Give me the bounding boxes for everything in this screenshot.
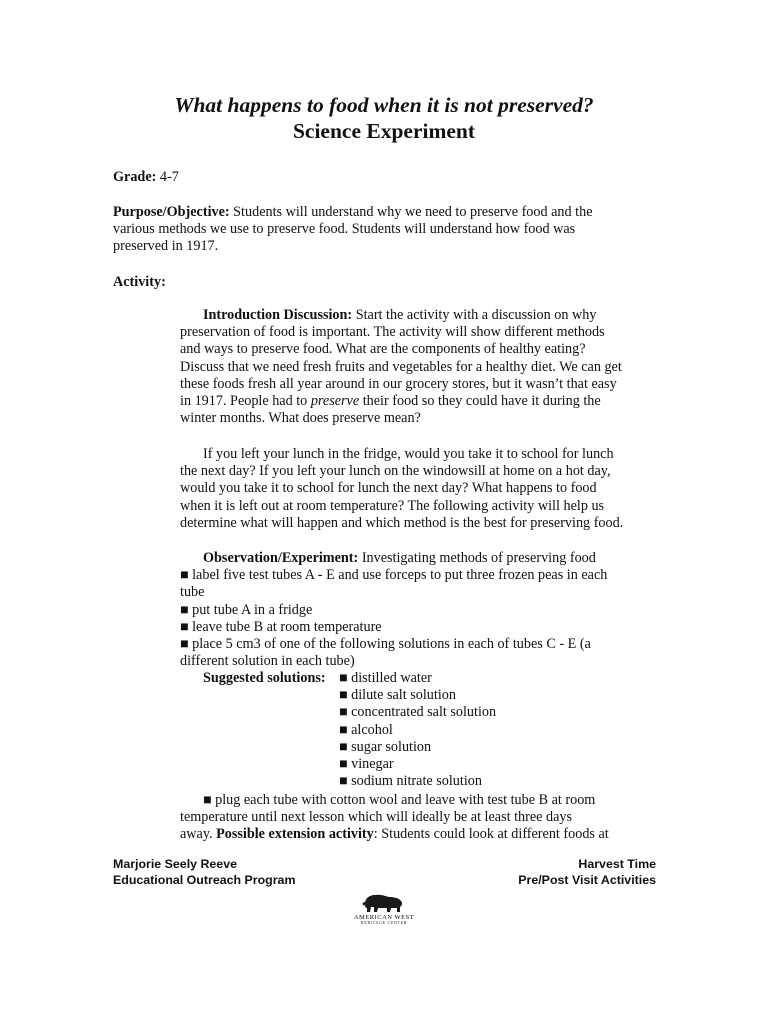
document-title: What happens to food when it is not preserved?	[174, 93, 594, 117]
suggested-solutions-list	[339, 670, 496, 790]
extension-activity-label: Possible extension activity	[216, 826, 374, 843]
intro-line-1	[180, 307, 650, 324]
intro-line-3: and ways to preserve food. What are the components of healthy eating?	[180, 341, 586, 358]
solution-item: ■ distilled water	[339, 670, 432, 686]
intro-paragraph	[180, 307, 650, 427]
intro-line-2: preservation of food is important. The activity will show different methods	[180, 324, 605, 341]
observation-line-1	[180, 550, 650, 567]
solution-item: ■ concentrated salt solution	[339, 704, 497, 721]
purpose-line-1	[113, 204, 643, 221]
plug-text-3b: : Students could look at different foods at	[373, 826, 609, 843]
intro-preserve-after: their food so they could have it during the	[359, 393, 601, 410]
plug-line-2: temperature until next lesson which will ideally be at least three days	[180, 809, 573, 826]
purpose-label: Purpose/Objective:	[113, 204, 230, 220]
footer-activity-type: Pre/Post Visit Activities	[518, 872, 656, 887]
observation-step-3: ■ leave tube B at room temperature	[180, 618, 382, 635]
lunch-line-5: determine what will happen and which method is the best for preserving food.	[180, 514, 624, 531]
footer-unit: Harvest Time	[578, 857, 656, 871]
logo-subtitle: HERITAGE CENTER	[360, 921, 408, 925]
observation-step-1b: tube	[180, 584, 205, 601]
intro-preserve-word: preserve	[310, 393, 360, 410]
document-subtitle: Science Experiment	[292, 119, 476, 143]
observation-step-2: ■ put tube A in a fridge	[180, 601, 313, 618]
grade-label: Grade:	[113, 169, 157, 185]
lunch-text-1: If you left your lunch in the fridge, would you take it to school for lunch	[203, 446, 614, 462]
lunch-paragraph	[180, 446, 650, 532]
observation-step-1: ■ label five test tubes A - E and use forceps to put three frozen peas in each	[180, 567, 608, 584]
intro-line-5: these foods fresh all year around in our grocery stores, but it wasn’t that easy	[180, 375, 617, 392]
observation-step-4b: different solution in each tube)	[180, 653, 355, 670]
observation-intro: Investigating methods of preserving food	[358, 550, 596, 566]
intro-text-1: Start the activity with a discussion on why	[352, 307, 597, 323]
footer-author: Marjorie Seely Reeve	[113, 857, 237, 871]
purpose-line-2: various methods we use to preserve food. Students will understand how food was	[113, 221, 576, 238]
activity-heading	[113, 274, 643, 291]
intro-label: Introduction Discussion:	[203, 307, 353, 323]
observation-step-4: ■ place 5 cm3 of one of the following solutions in each of tubes C - E (a	[180, 636, 591, 653]
lunch-line-2: the next day? If you left your lunch on the windowsill at home on a hot day,	[180, 463, 611, 480]
intro-line-6	[180, 393, 650, 410]
logo-name: AMERICAN WEST	[353, 914, 415, 921]
solution-item: ■ sugar solution	[339, 738, 432, 755]
lunch-line-4: when it is left out at room temperature? The following activity will help us	[180, 497, 605, 514]
grade-line	[113, 169, 643, 186]
solution-item: ■ sodium nitrate solution	[339, 773, 482, 790]
solution-item: ■ alcohol	[339, 721, 393, 738]
intro-line-7: winter months. What does preserve mean?	[180, 410, 421, 427]
suggested-solutions-label: Suggested solutions:	[203, 670, 326, 686]
plug-text-3a: away.	[180, 826, 217, 843]
footer-program: Educational Outreach Program	[113, 872, 296, 887]
grade-value: 4-7	[156, 169, 179, 185]
american-west-logo	[348, 892, 420, 932]
intro-preserve-before: in 1917. People had to	[180, 393, 311, 410]
observation-section	[180, 550, 650, 670]
solution-item: ■ dilute salt solution	[339, 687, 456, 704]
purpose-paragraph	[113, 204, 643, 256]
lunch-line-1	[180, 446, 650, 463]
solution-item: ■ vinegar	[339, 756, 394, 773]
activity-label: Activity:	[113, 274, 166, 290]
plug-line-1	[180, 792, 650, 809]
observation-label: Observation/Experiment:	[203, 550, 359, 566]
lunch-line-3: would you take it to school for lunch the next day? What happens to food	[180, 480, 597, 497]
bison-icon	[361, 892, 407, 914]
plug-text-1: ■ plug each tube with cotton wool and leave with test tube B at room	[203, 792, 596, 808]
purpose-line-3: preserved in 1917.	[113, 238, 219, 255]
footer-left	[113, 857, 295, 888]
intro-line-4: Discuss that we need fresh fruits and vegetables for a healthy diet. We can get	[180, 358, 622, 375]
plug-line-3	[180, 826, 650, 843]
footer-right	[430, 857, 656, 888]
purpose-text-1: Students will understand why we need to preserve food and the	[229, 204, 593, 220]
plug-paragraph	[180, 792, 650, 844]
